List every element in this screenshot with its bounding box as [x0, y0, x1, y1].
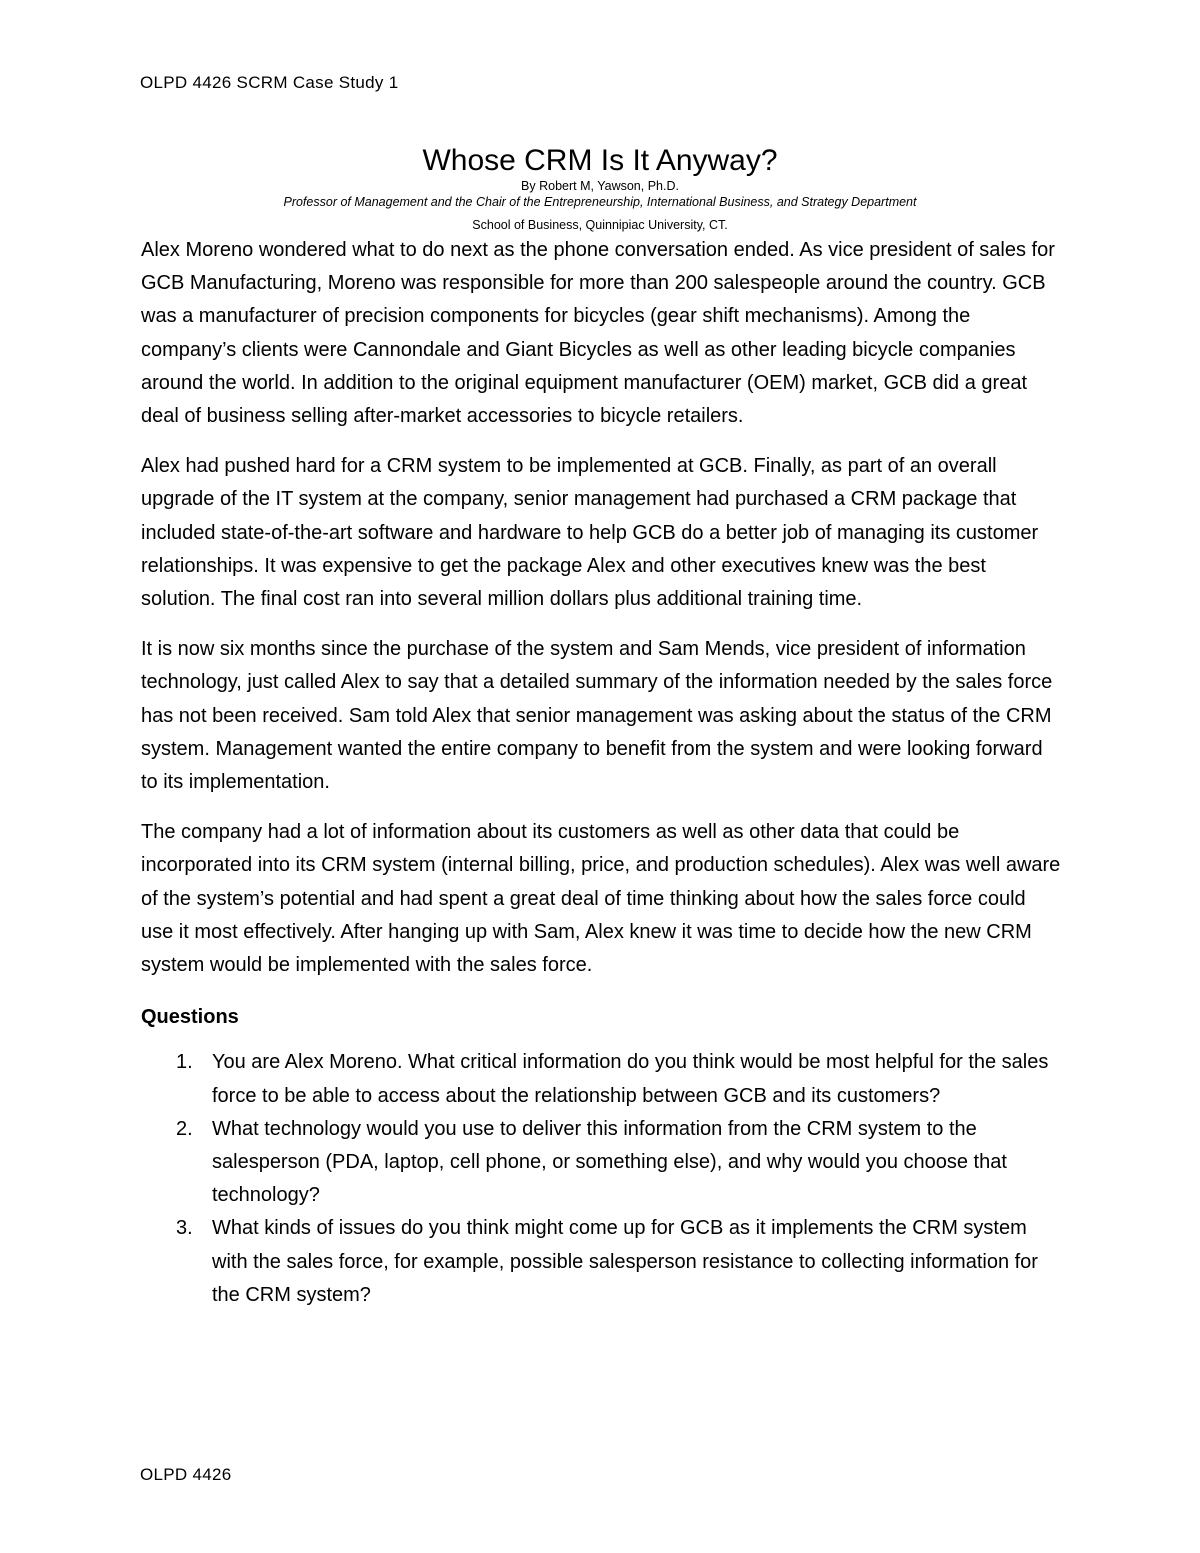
page-header: OLPD 4426 SCRM Case Study 1	[140, 73, 399, 92]
paragraph: Alex Moreno wondered what to do next as the phone conversation ended. As vice president of sales for GCB Manufacturing, Moreno was responsible for more than 200 salespeople around the country. GCB was a manufacturer of precision components for bicycles (gear shift mechanisms). Among the company’s clients were Cannondale and Giant Bicycles as well as other leading bicycle companies around the world. In addition to the original equipment manufacturer (OEM) market, GCB did a great deal of business selling after-market accessories to bicycle retailers.	[141, 239, 1055, 428]
questions-list	[141, 1046, 1063, 1312]
question-number: 2.	[176, 1117, 193, 1140]
question-item	[141, 1046, 1063, 1112]
author-school: School of Business, Quinnipiac University, CT.	[472, 218, 728, 232]
question-item	[141, 1212, 1063, 1312]
question-text: What technology would you use to deliver this information from the CRM system to the salesperson (PDA, laptop, cell phone, or something else), and why would you choose that technology?	[212, 1117, 1007, 1207]
question-number: 1.	[176, 1051, 193, 1074]
paragraph: The company had a lot of information about its customers as well as other data that could be incorporated into its CRM system (internal billing, price, and production schedules). Alex was well aware of the system’s potential and had spent a great deal of time thinking about how the sales force could use it most effectively. After hanging up with Sam, Alex knew it was time to decide how the new CRM system would be implemented with the sales force.	[141, 821, 1061, 977]
paragraph: It is now six months since the purchase of the system and Sam Mends, vice president of information technology, just called Alex to say that a detailed summary of the information needed by the sales force has not been received. Sam told Alex that senior management was asking about the status of the CRM system. Management wanted the entire company to benefit from the system and were looking forward to its implementation.	[141, 638, 1053, 794]
question-text: You are Alex Moreno. What critical information do you think would be most helpful for the sales force to be able to access about the relationship between GCB and its customers?	[212, 1051, 1049, 1107]
paragraph: Alex had pushed hard for a CRM system to be implemented at GCB. Finally, as part of an overall upgrade of the IT system at the company, senior management had purchased a CRM package that included state-of-the-art software and hardware to help GCB do a better job of managing its customer relationships. It was expensive to get the package Alex and other executives knew was the best solution. The final cost ran into several million dollars plus additional training time.	[141, 455, 1039, 611]
author-byline: By Robert M, Yawson, Ph.D.	[521, 179, 679, 193]
question-number: 3.	[176, 1217, 193, 1240]
document-body	[141, 234, 1063, 1312]
document-title: Whose CRM Is It Anyway?	[422, 144, 778, 177]
title-block	[140, 143, 1060, 232]
questions-heading: Questions	[141, 1006, 239, 1029]
page-footer: OLPD 4426	[140, 1465, 232, 1484]
question-item	[141, 1113, 1063, 1213]
author-affiliation: Professor of Management and the Chair of the Entrepreneurship, International Business, and Strategy Department	[283, 195, 917, 209]
question-text: What kinds of issues do you think might come up for GCB as it implements the CRM system with the sales force, for example, possible salesperson resistance to collecting information for the CRM system?	[212, 1217, 1038, 1306]
